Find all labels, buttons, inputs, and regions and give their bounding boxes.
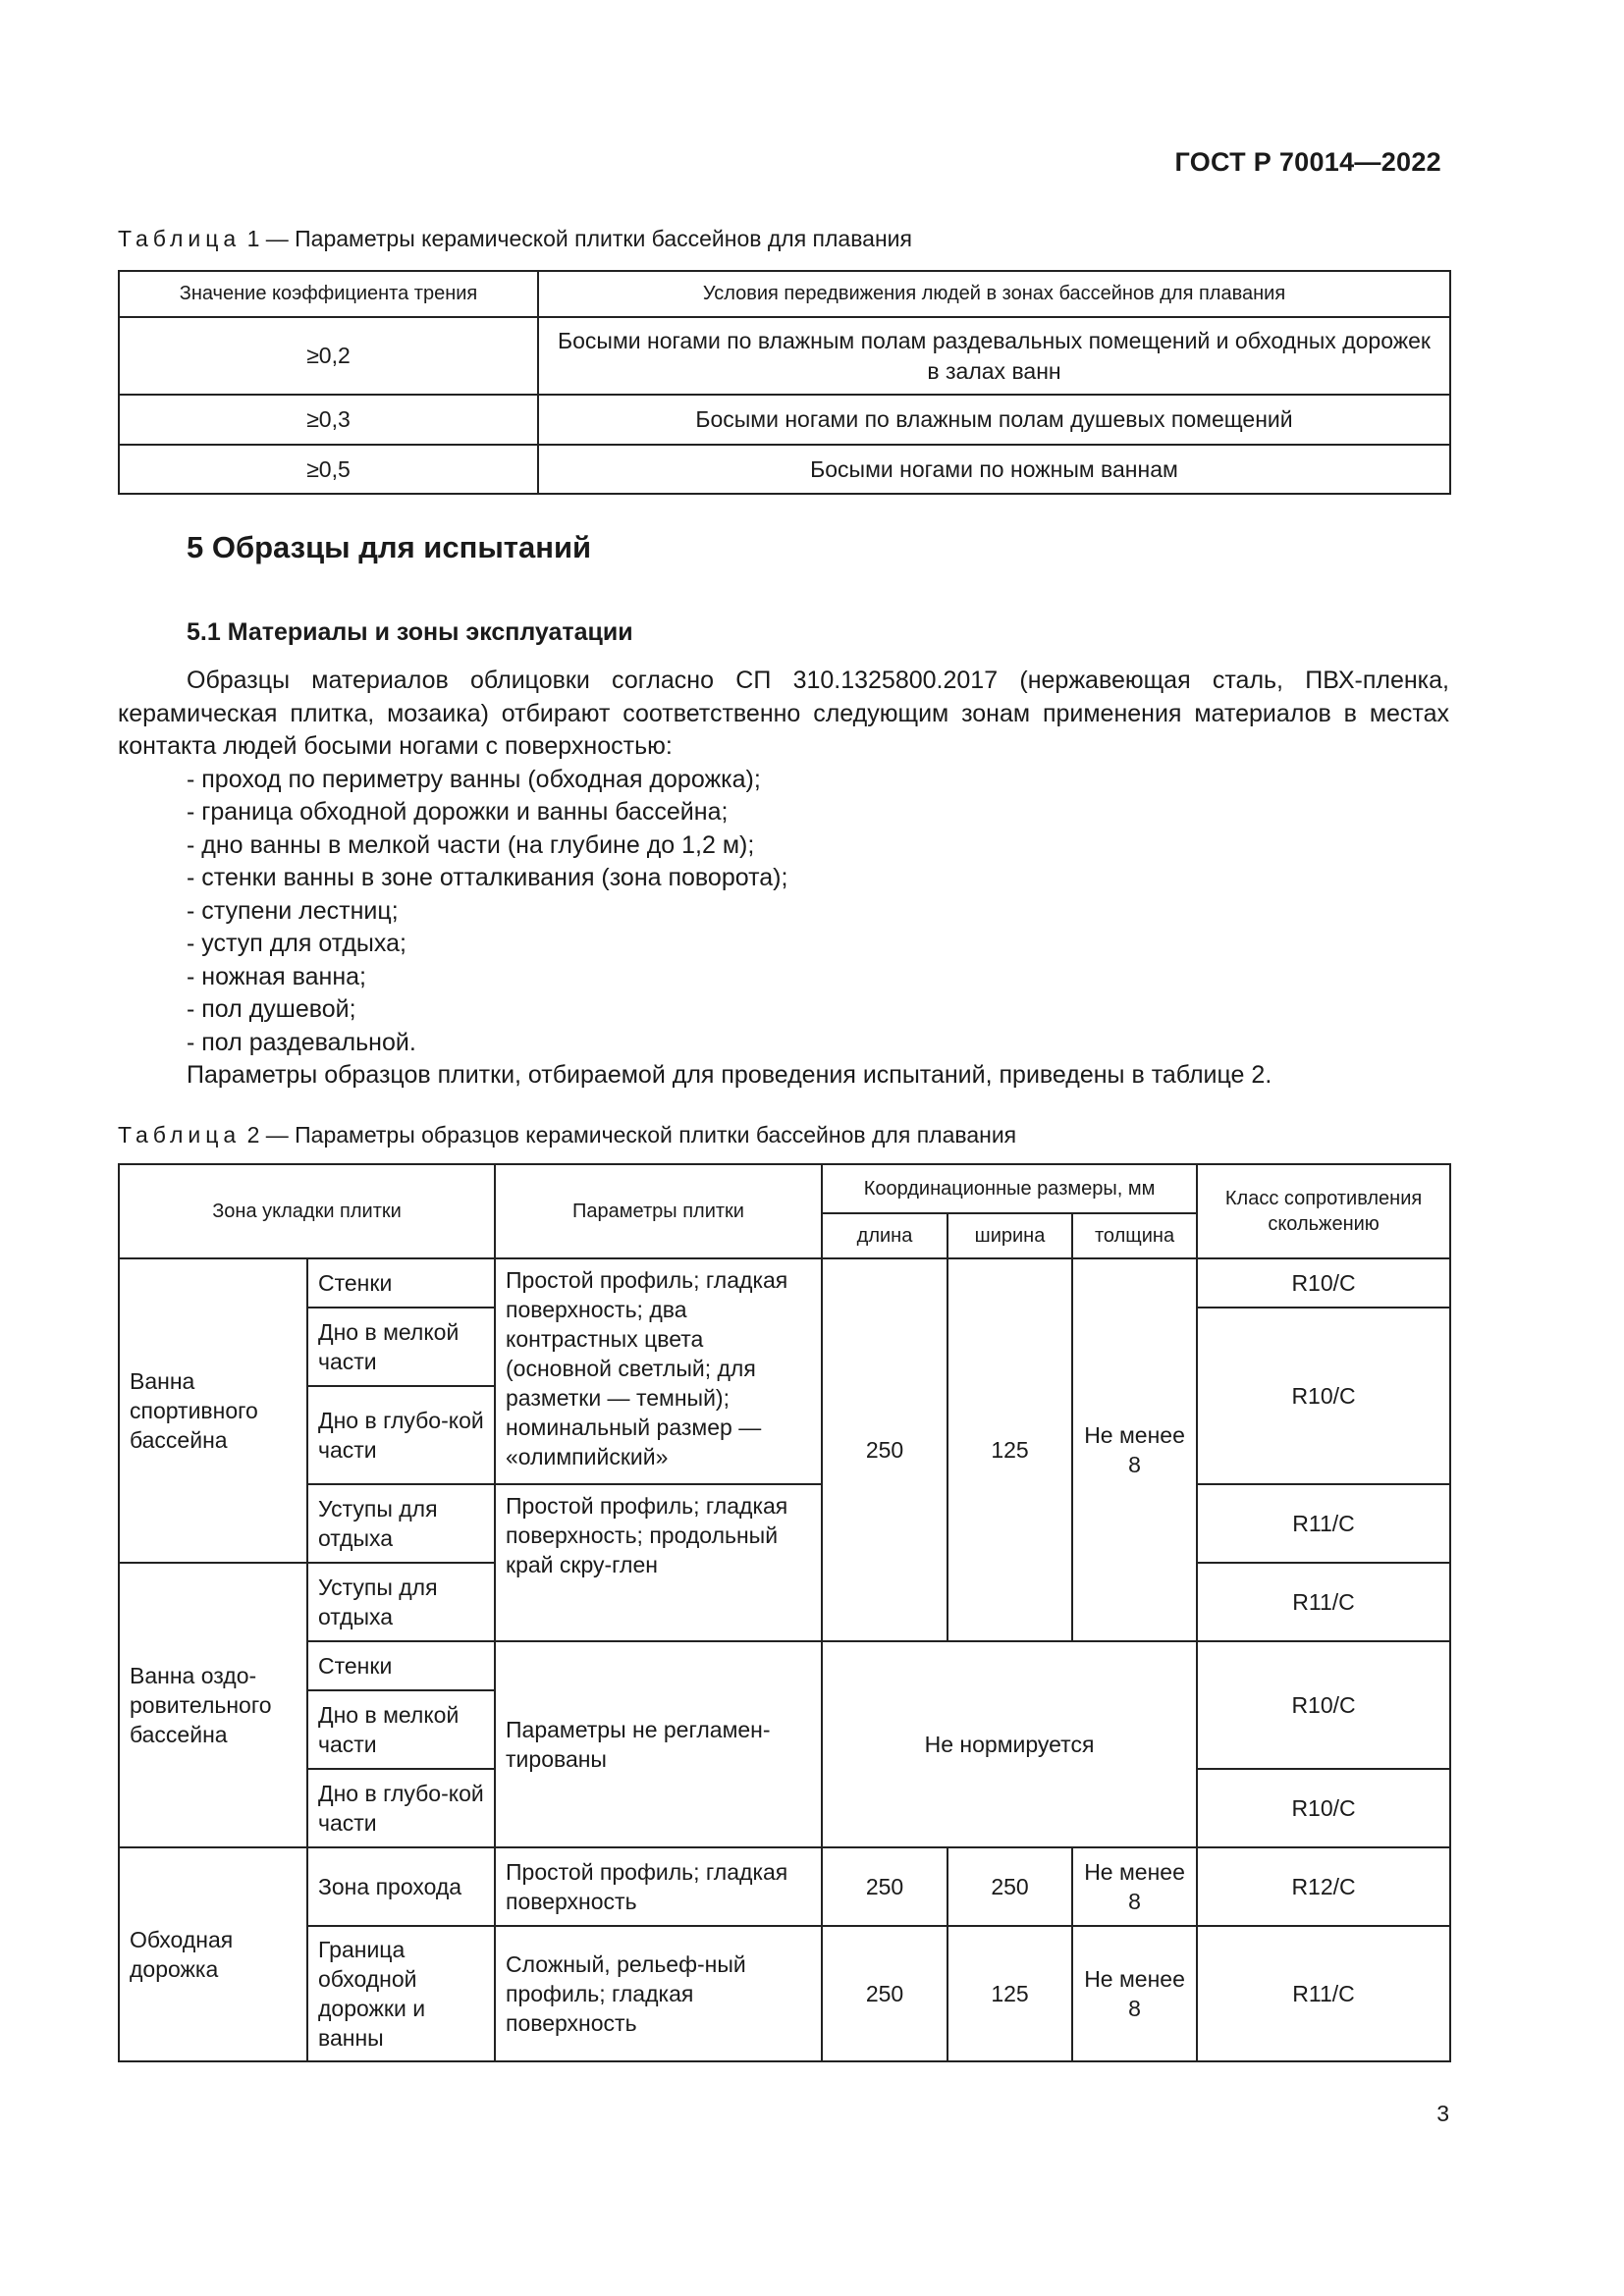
class-cell: R10/C — [1197, 1258, 1450, 1308]
table2-caption-prefix: Таблица — [118, 1122, 242, 1148]
table-row — [119, 395, 1450, 445]
class-cell: R11/C — [1197, 1484, 1450, 1563]
table2-header-thickness: толщина — [1072, 1213, 1197, 1258]
subsection-title: 5.1 Материалы и зоны эксплуатации — [187, 618, 633, 646]
zone-group-health-pool: Ванна оздо-ровительного бассейна — [119, 1563, 307, 1847]
table1-caption — [118, 226, 912, 252]
table1-header-row — [119, 271, 1450, 317]
table1 — [118, 270, 1451, 495]
table-row — [119, 1847, 1450, 1926]
table-row — [119, 1926, 1450, 2061]
list-item: - пол раздевальной. — [187, 1028, 416, 1056]
width-cell: 250 — [947, 1847, 1072, 1926]
table-row — [119, 1641, 1450, 1690]
table1-coef: ≥0,3 — [119, 395, 538, 445]
list-item: - стенки ванны в зоне отталкивания (зона поворота); — [187, 864, 788, 891]
length-cell: 250 — [822, 1926, 947, 2061]
table2-header-class: Класс сопротивления скольжению — [1197, 1164, 1450, 1258]
zone-cell: Граница обходной дорожки и ванны — [307, 1926, 495, 2061]
table1-header-conditions: Условия передвижения людей в зонах бассейнов для плавания — [538, 271, 1450, 317]
list-item: - проход по периметру ванны (обходная дорожка); — [187, 765, 761, 793]
class-cell: R10/C — [1197, 1641, 1450, 1769]
zone-group-sport-pool: Ванна спортивного бассейна — [119, 1258, 307, 1563]
intro-paragraph: Образцы материалов облицовки согласно СП 310.1325800.2017 (нержавеющая сталь, ПВХ-пленка, керамическая плитка, мозаика) отбирают соответственно следующим зонам применения материалов в местах контакта людей босыми ногами с поверхностью: — [118, 667, 1449, 760]
width-cell: 125 — [947, 1926, 1072, 2061]
zone-cell: Уступы для отдыха — [307, 1563, 495, 1641]
zone-cell: Стенки — [307, 1258, 495, 1308]
table1-coef: ≥0,5 — [119, 445, 538, 494]
dims-not-normalized: Не нормируется — [822, 1641, 1197, 1847]
zone-list — [118, 764, 1449, 1060]
zone-cell: Дно в мелкой части — [307, 1690, 495, 1769]
table1-header-coef: Значение коэффициента трения — [119, 271, 538, 317]
class-cell: R10/C — [1197, 1308, 1450, 1484]
params-cell: Параметры не регламен-тированы — [495, 1641, 822, 1847]
width-cell: 125 — [947, 1258, 1072, 1641]
table1-coef: ≥0,2 — [119, 317, 538, 395]
zone-cell: Дно в глубо-кой части — [307, 1769, 495, 1847]
class-cell: R10/C — [1197, 1769, 1450, 1847]
zone-group-walkway: Обходная дорожка — [119, 1847, 307, 2061]
class-cell: R12/C — [1197, 1847, 1450, 1926]
params-cell: Сложный, рельеф-ный профиль; гладкая поверхность — [495, 1926, 822, 2061]
list-item: - ступени лестниц; — [187, 896, 399, 925]
class-cell: R11/C — [1197, 1563, 1450, 1641]
table1-condition: Босыми ногами по влажным полам душевых помещений — [538, 395, 1450, 445]
thickness-cell: Не менее 8 — [1072, 1926, 1197, 2061]
length-cell: 250 — [822, 1847, 947, 1926]
table2-header-zone: Зона укладки плитки — [119, 1164, 495, 1258]
table2-header-dims: Координационные размеры, мм — [822, 1164, 1197, 1213]
list-item: - граница обходной дорожки и ванны бассейна; — [187, 798, 729, 826]
list-item: - ножная ванна; — [187, 962, 366, 990]
table1-condition: Босыми ногами по ножным ваннам — [538, 445, 1450, 494]
section-body — [118, 665, 1449, 1093]
section-title: 5 Образцы для испытаний — [187, 530, 592, 564]
page-number: 3 — [1436, 2101, 1449, 2126]
table2-header-width: ширина — [947, 1213, 1072, 1258]
class-cell: R11/C — [1197, 1926, 1450, 2061]
zone-cell: Уступы для отдыха — [307, 1484, 495, 1563]
list-item: - уступ для отдыха; — [187, 930, 406, 957]
table2-caption-text: 2 — Параметры образцов керамической плитки бассейнов для плавания — [241, 1122, 1017, 1148]
table1-caption-text: 1 — Параметры керамической плитки бассейнов для плавания — [241, 226, 912, 251]
zone-cell: Стенки — [307, 1641, 495, 1690]
document-code: ГОСТ Р 70014—2022 — [1174, 147, 1441, 177]
params-cell: Простой профиль; гладкая поверхность; два контрастных цвета (основной светлый; для разметки — темный); номинальный размер — «олимпийский» — [495, 1258, 822, 1484]
table2-caption — [118, 1122, 1016, 1148]
table-row — [119, 1484, 1450, 1563]
closing-paragraph: Параметры образцов плитки, отбираемой для проведения испытаний, приведены в таблице 2. — [187, 1061, 1272, 1089]
table1-caption-prefix: Таблица — [118, 226, 242, 251]
table2-header-params: Параметры плитки — [495, 1164, 822, 1258]
table1-condition: Босыми ногами по влажным полам раздевальных помещений и обходных дорожек в залах ванн — [538, 317, 1450, 395]
zone-cell: Зона прохода — [307, 1847, 495, 1926]
thickness-cell: Не менее 8 — [1072, 1847, 1197, 1926]
length-cell: 250 — [822, 1258, 947, 1641]
table-row — [119, 317, 1450, 395]
table2 — [118, 1163, 1451, 2062]
zone-cell: Дно в глубо-кой части — [307, 1386, 495, 1484]
params-cell: Простой профиль; гладкая поверхность — [495, 1847, 822, 1926]
table2-header-row — [119, 1164, 1450, 1213]
thickness-cell: Не менее 8 — [1072, 1258, 1197, 1641]
zone-cell: Дно в мелкой части — [307, 1308, 495, 1386]
list-item: - дно ванны в мелкой части (на глубине до 1,2 м); — [187, 830, 755, 859]
params-cell: Простой профиль; гладкая поверхность; продольный край скру-глен — [495, 1484, 822, 1641]
list-item: - пол душевой; — [187, 995, 356, 1023]
table2-header-length: длина — [822, 1213, 947, 1258]
table-row — [119, 1258, 1450, 1308]
table-row — [119, 445, 1450, 494]
